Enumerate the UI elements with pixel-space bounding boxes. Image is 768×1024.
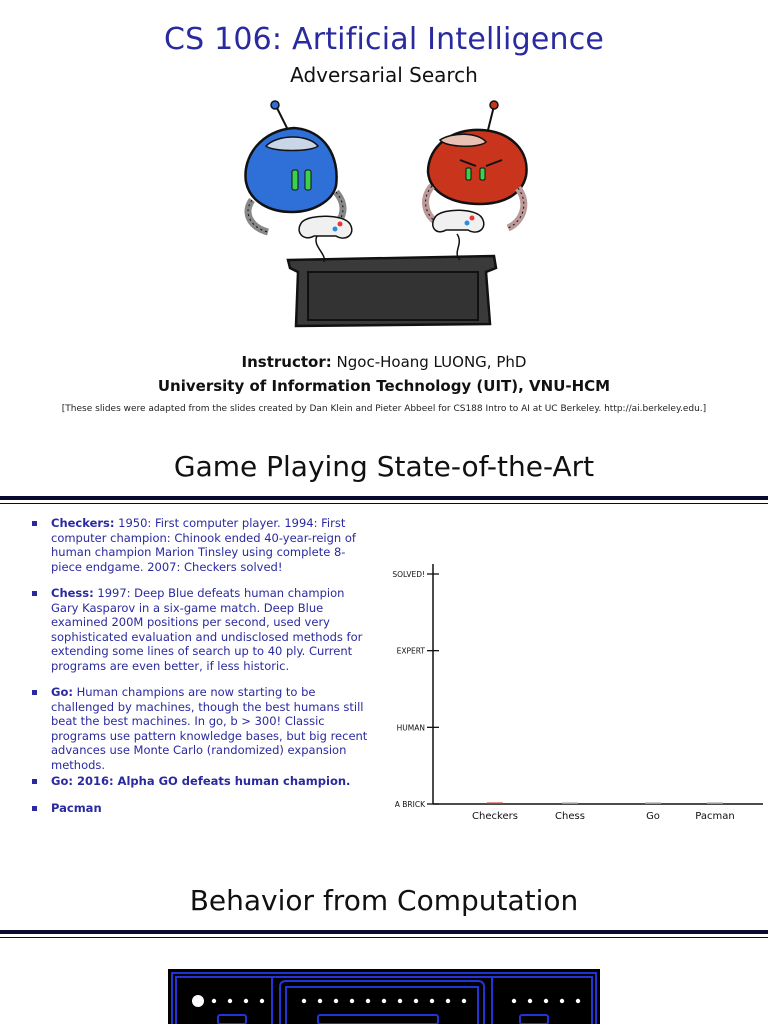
course-title: CS 106: Artificial Intelligence	[163, 22, 605, 57]
pellet	[414, 999, 418, 1003]
pellet	[576, 999, 580, 1003]
pellet	[430, 999, 434, 1003]
instructor-label: Instructor:	[241, 353, 332, 371]
title-rule	[0, 496, 768, 500]
bullet-pacman: Pacman	[28, 801, 373, 816]
game-monitor	[288, 256, 496, 326]
pellet	[302, 999, 306, 1003]
pellet	[244, 999, 248, 1003]
bar-chess	[562, 803, 578, 805]
pellet	[366, 999, 370, 1003]
pellet	[446, 999, 450, 1003]
slide-title-game-playing: Game Playing State-of-the-Art	[173, 450, 595, 483]
title-rule-2-thin	[0, 937, 768, 938]
x-category-label: Checkers	[472, 811, 518, 822]
lecture-subtitle: Adversarial Search	[290, 63, 478, 87]
bar-go	[645, 803, 661, 805]
slide-title-behavior: Behavior from Computation	[189, 884, 579, 917]
pellet	[212, 999, 216, 1003]
game-history-bullets	[28, 516, 373, 815]
bullet-chess: Chess: 1997: Deep Blue defeats human champion Gary Kasparov in a six-game match. Deep Blue examined 200M positions per second, used very sophisticated evaluation and undisclosed methods for extending some lines of search up to 40 ply. Current programs are even better, if less historic.	[28, 586, 373, 673]
y-level-label: SOLVED!	[392, 570, 425, 579]
red-robot	[426, 101, 527, 232]
pellet	[512, 999, 516, 1003]
pellet	[260, 999, 264, 1003]
pellet	[228, 999, 232, 1003]
university-name: University of Information Technology (UIT), VNU-HCM	[157, 377, 611, 395]
x-category-label: Pacman	[695, 811, 735, 822]
power-pellet	[192, 995, 204, 1007]
bullet-go: Go: Human champions are now starting to be challenged by machines, though the best humans still beat the best machines. In go, b > 300! Classic programs use pattern knowledge bases, but big recent advances use Monte Carlo (randomized) expansion methods.	[28, 685, 373, 772]
pellet	[318, 999, 322, 1003]
instructor-name: Ngoc-Hoang LUONG, PhD	[336, 353, 527, 371]
instructor-line	[0, 353, 768, 371]
y-level-label: HUMAN	[396, 723, 425, 733]
pellet	[544, 999, 548, 1003]
bar-pacman	[707, 803, 723, 805]
pellet	[528, 999, 532, 1003]
bar-checkers	[487, 803, 503, 805]
bullet-checkers: Checkers: 1950: First computer player. 1994: First computer champion: Chinook ended 40-year-reign of human champion Marion Tinsley using complete 8-piece endgame. 2007: Checkers solved!	[28, 516, 373, 574]
pellet	[334, 999, 338, 1003]
blue-robot	[245, 101, 351, 238]
title-rule-2	[0, 930, 768, 934]
x-category-label: Go	[646, 811, 660, 822]
game-progress-chart	[378, 556, 768, 826]
robots-playing-illustration	[232, 96, 542, 328]
y-level-label: A BRICK	[394, 800, 425, 809]
slides-credit-note: [These slides were adapted from the slides created by Dan Klein and Pieter Abbeel for CS188 Intro to AI at UC Berkeley. http://ai.berkeley.edu.]	[61, 404, 707, 414]
x-category-label: Chess	[555, 811, 585, 822]
title-rule-thin	[0, 503, 768, 504]
pellet	[350, 999, 354, 1003]
pellet	[462, 999, 466, 1003]
pellet	[382, 999, 386, 1003]
bullet-alphago: Go: 2016: Alpha GO defeats human champion.	[28, 774, 373, 789]
y-level-label: EXPERT	[396, 646, 425, 656]
pacman-maze	[168, 969, 600, 1024]
pellet	[398, 999, 402, 1003]
pellet	[560, 999, 564, 1003]
